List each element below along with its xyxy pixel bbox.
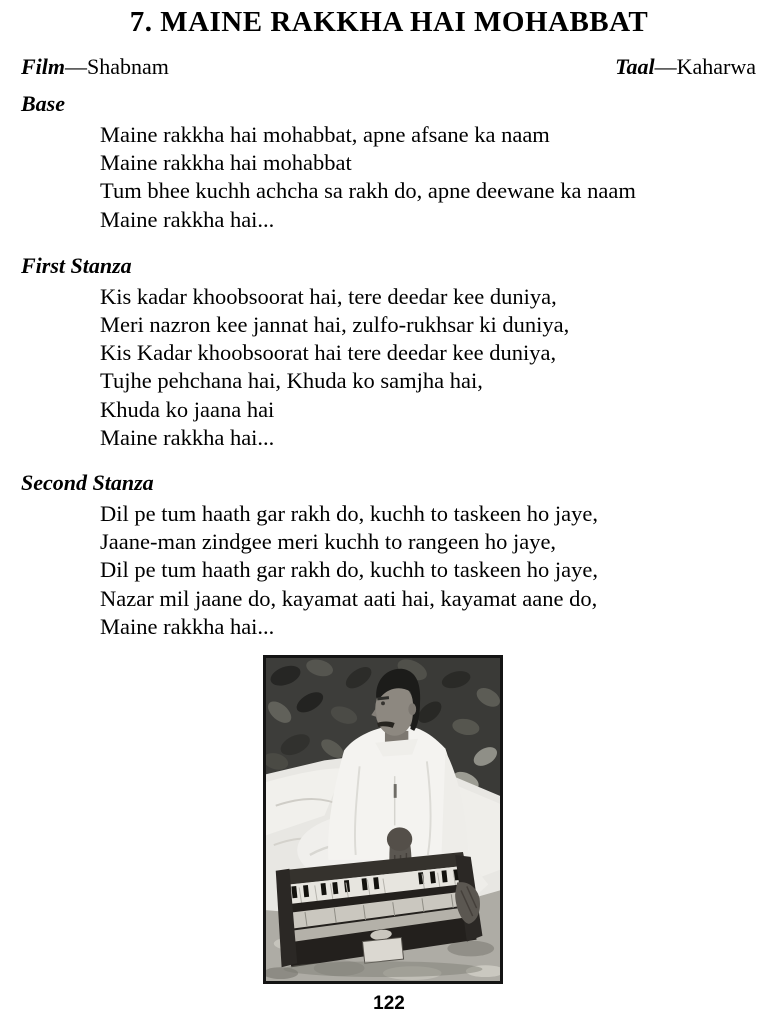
lyric-line: Dil pe tum haath gar rakh do, kuchh to taskeen ho jaye, <box>100 557 598 583</box>
lyric-line: Kis kadar khoobsoorat hai, tere deedar kee duniya, <box>100 283 557 309</box>
film-value: Shabnam <box>87 54 169 79</box>
section-heading: Base <box>21 91 65 116</box>
page-title: 7. MAINE RAKKHA HAI MOHABBAT <box>129 6 649 38</box>
page-number: 122 <box>373 993 405 1014</box>
film-separator: — <box>65 54 88 79</box>
film-label: Film <box>21 54 66 79</box>
section-heading: Second Stanza <box>21 470 154 496</box>
section-first-stanza <box>0 252 778 452</box>
lyric-line: Maine rakkha hai... <box>100 424 275 450</box>
lyric-line: Kis Kadar khoobsoorat hai tere deedar kee duniya, <box>100 340 557 366</box>
lyric-line: Meri nazron kee jannat hai, zulfo-rukhsar ki duniya, <box>100 312 570 338</box>
lyric-line: Maine rakkha hai mohabbat <box>100 150 352 176</box>
harmonium-player-photo <box>263 655 503 984</box>
lyric-line: Tum bhee kuchh achcha sa rakh do, apne deewane ka naam <box>100 178 636 204</box>
lyric-line: Nazar mil jaane do, kayamat aati hai, kayamat aane do, <box>100 585 598 611</box>
section-heading: First Stanza <box>21 252 132 278</box>
taal-meta <box>615 53 756 81</box>
section-second-stanza <box>0 469 778 641</box>
lyrics-block <box>0 283 778 452</box>
harmonium-player-photo-art <box>266 658 500 981</box>
lyric-line: Maine rakkha hai... <box>100 206 275 232</box>
song-meta <box>0 53 778 81</box>
section-base <box>0 90 778 234</box>
film-meta <box>21 53 169 81</box>
lyrics-block <box>0 500 778 641</box>
lyric-line: Tujhe pehchana hai, Khuda ko samjha hai, <box>100 368 483 394</box>
lyric-line: Maine rakkha hai mohabbat, apne afsane ka naam <box>100 122 550 147</box>
taal-label: Taal <box>615 54 655 79</box>
lyric-line: Maine rakkha hai... <box>100 613 275 639</box>
lyrics-block <box>0 121 778 234</box>
taal-value: Kaharwa <box>676 54 756 79</box>
lyric-line: Khuda ko jaana hai <box>100 396 275 422</box>
lyric-line: Dil pe tum haath gar rakh do, kuchh to taskeen ho jaye, <box>100 501 598 527</box>
taal-separator: — <box>654 54 677 79</box>
lyric-line: Jaane-man zindgee meri kuchh to rangeen ho jaye, <box>100 529 557 555</box>
